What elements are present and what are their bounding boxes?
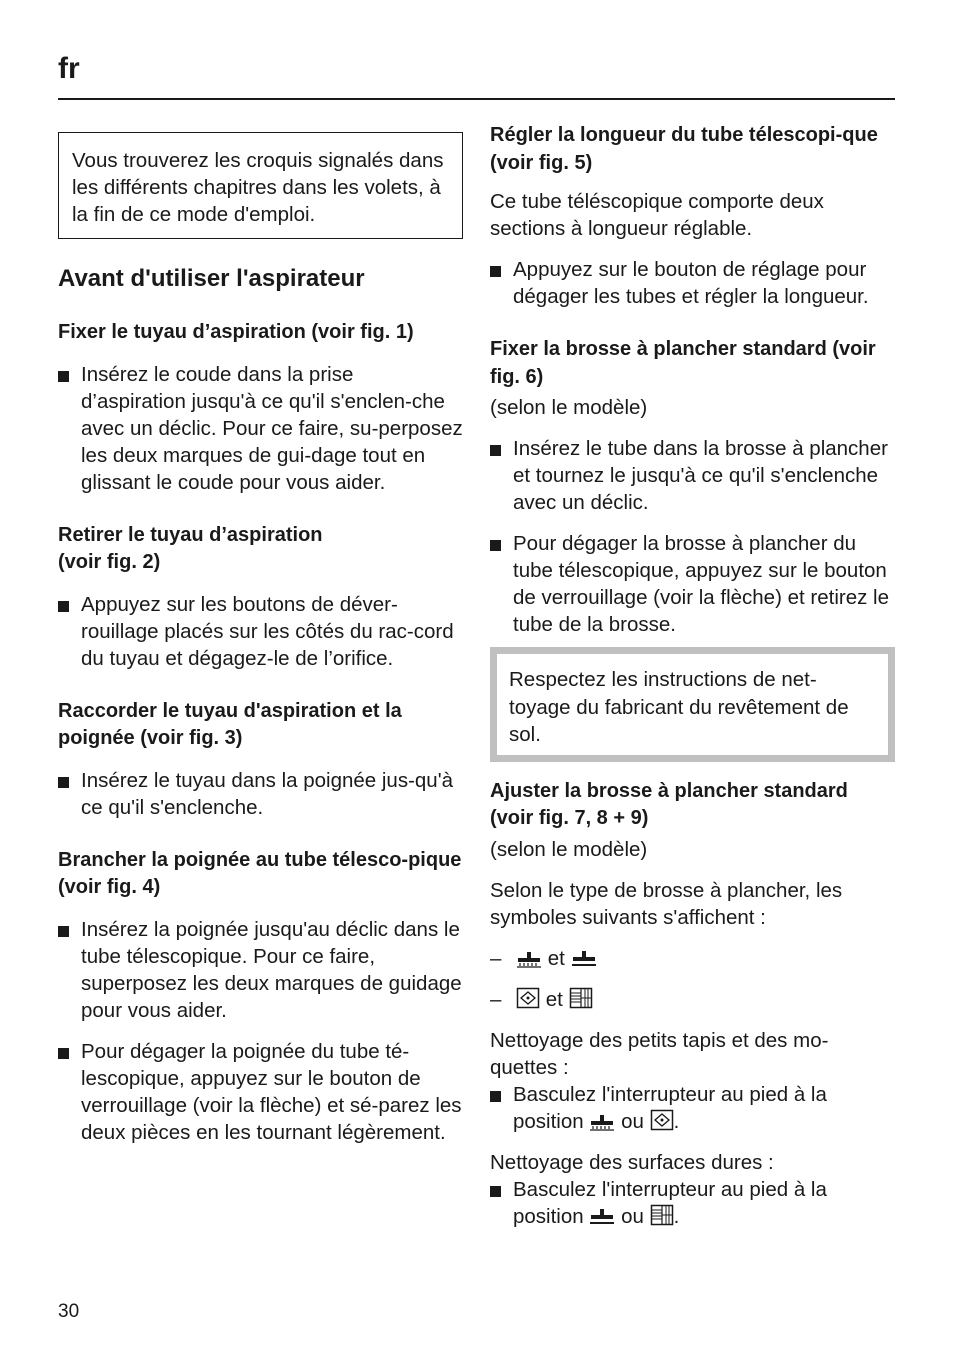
- carpet-icon: [650, 1109, 674, 1131]
- brush-retracted-icon: [589, 1111, 615, 1131]
- hard-instruction: Basculez l'interrupteur au pied à la position: [513, 1177, 827, 1228]
- symbol-pair-2: [490, 986, 895, 1013]
- brush-extended-icon: [589, 1206, 615, 1226]
- section-title: Avant d'utiliser l'aspirateur: [58, 265, 365, 292]
- model-note-2: (selon le modèle): [490, 837, 648, 861]
- heading-remove-hose: Retirer le tuyau d’aspiration (voir fig. 2): [58, 523, 323, 573]
- header-rule: [58, 98, 895, 100]
- hard-text: Nettoyage des surfaces dures :: [490, 1150, 774, 1174]
- brush-extended-icon: [571, 948, 597, 968]
- bullet-adjust-tube: Appuyez sur le bouton de réglage pour dégager les tubes et régler la longueur.: [490, 256, 895, 310]
- bullet-remove-hose: Appuyez sur les boutons de déver-rouillage placés sur les côtés du rac-cord du tuyau et dégagez-le de l’orifice.: [58, 591, 463, 672]
- bullet-carpet: Basculez l'interrupteur au pied à la position ou .: [490, 1081, 895, 1135]
- heading-handle-tube: Brancher la poignée au tube télesco-pique (voir fig. 4): [58, 848, 462, 898]
- brush-retracted-icon: [516, 948, 542, 968]
- info-note: Vous trouverez les croquis signalés dans les différents chapitres dans les volets, à la fin de ce mode d'emploi.: [58, 132, 463, 239]
- cleaning-note: Respectez les instructions de net-toyage du fabricant du revêtement de sol.: [490, 647, 895, 762]
- ou-label-2: ou: [621, 1204, 644, 1228]
- heading-adjust-tube: Régler la longueur du tube télescopi-que (voir fig. 5): [490, 124, 878, 174]
- bullet-handle-tube-1: Insérez la poignée jusqu'au déclic dans le tube télescopique. Pour ce faire, superposez les deux marques de guidage pour vous aider.: [58, 916, 463, 1024]
- carpet-text: Nettoyage des petits tapis et des mo-quettes :: [490, 1028, 829, 1079]
- carpet-instruction: Basculez l'interrupteur au pied à la position: [513, 1082, 827, 1133]
- bullet-fix-brush-1: Insérez le tube dans la brosse à plancher et tournez le jusqu'à ce qu'il s'enclenche avec un déclic.: [490, 435, 895, 516]
- heading-adjust-brush: Ajuster la brosse à plancher standard (voir fig. 7, 8 + 9): [490, 779, 848, 829]
- right-column: [490, 122, 895, 1230]
- parquet-icon: [569, 987, 593, 1009]
- et-label-2: et: [545, 987, 563, 1011]
- ou-label: ou: [621, 1109, 644, 1133]
- heading-connect-handle: Raccorder le tuyau d'aspiration et la poignée (voir fig. 3): [58, 699, 402, 749]
- heading-fix-brush: Fixer la brosse à plancher standard (voir fig. 6): [490, 338, 876, 388]
- bullet-handle-tube-2: Pour dégager la poignée du tube té-lescopique, appuyez sur le bouton de verrouillage (voir la flèche) et sé-parez les deux pièces en les tournant légèrement.: [58, 1038, 463, 1146]
- page-number: 30: [58, 1301, 80, 1322]
- left-column: [58, 122, 463, 1146]
- symbols-intro: Selon le type de brosse à plancher, les symboles suivants s'affichent :: [490, 878, 843, 929]
- bullet-connect-handle: Insérez le tuyau dans la poignée jus-qu'à ce qu'il s'enclenche.: [58, 767, 463, 821]
- model-note-1: (selon le modèle): [490, 396, 648, 419]
- et-label: et: [547, 946, 565, 970]
- language-tag: fr: [58, 52, 80, 85]
- bullet-fix-brush-2: Pour dégager la brosse à plancher du tube télescopique, appuyez sur le bouton de verrouillage (voir la flèche) et retirez le tube de la brosse.: [490, 530, 895, 638]
- bullet-fix-hose: Insérez le coude dans la prise d’aspiration jusqu'à ce qu'il s'enclen-che avec un déclic. Pour ce faire, su-perposez les deux marques de gui-dage tout en glissant le coude pour vous aider.: [58, 361, 463, 496]
- bullet-hard: Basculez l'interrupteur au pied à la position ou .: [490, 1176, 895, 1230]
- carpet-icon: [516, 987, 540, 1009]
- heading-fix-hose: Fixer le tuyau d’aspiration (voir fig. 1): [58, 321, 414, 343]
- text-adjust-tube: Ce tube téléscopique comporte deux sections à longueur réglable.: [490, 190, 824, 240]
- symbol-pair-1: [490, 945, 895, 972]
- parquet-icon: [650, 1204, 674, 1226]
